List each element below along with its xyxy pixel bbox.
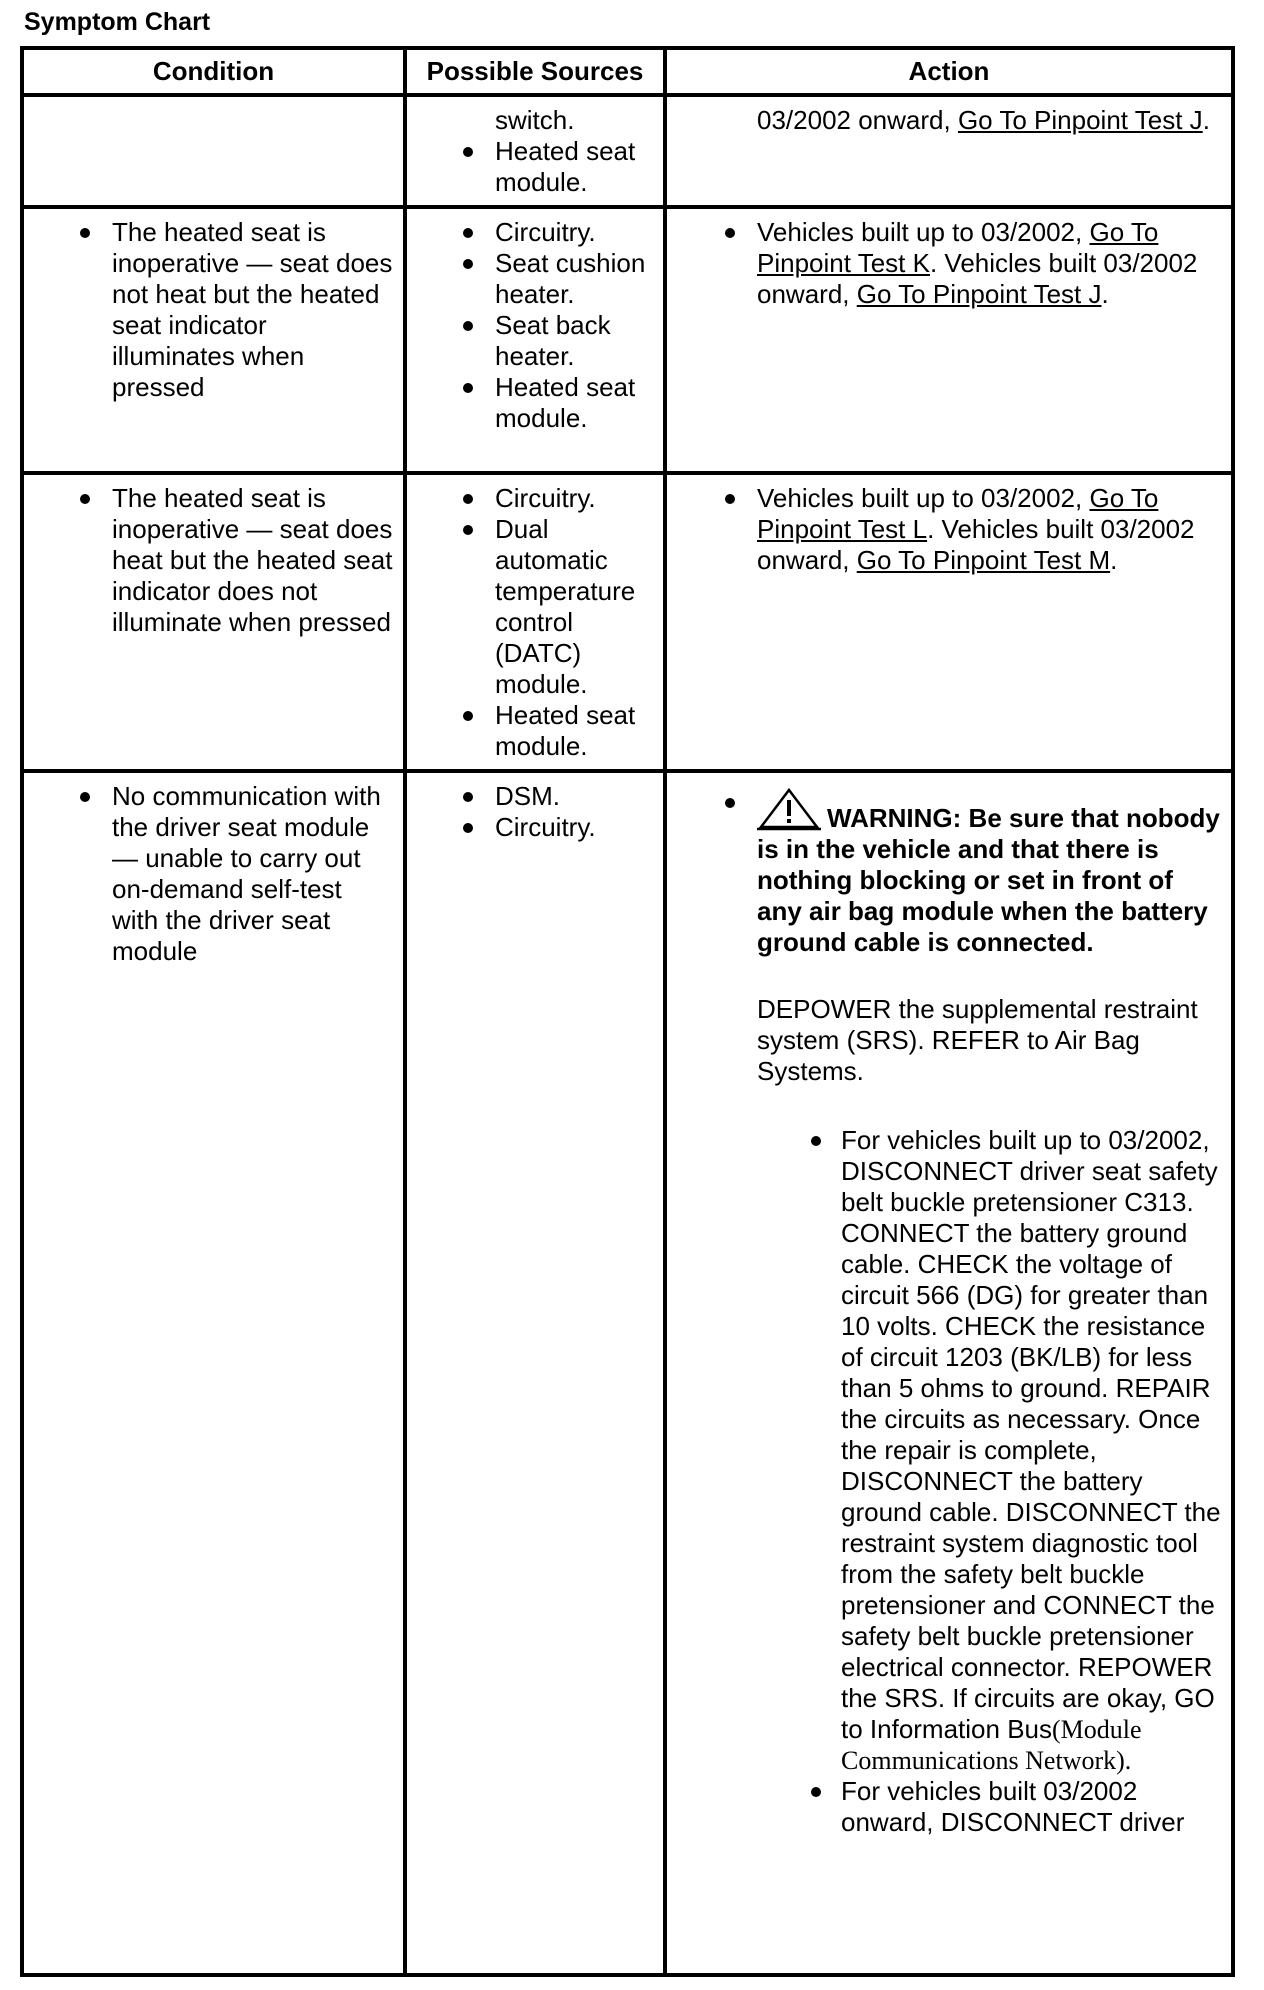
sub-step-item: For vehicles built 03/2002 onward, DISCONNECT driver (841, 1776, 1223, 1838)
table-row (22, 95, 1233, 207)
pinpoint-test-link[interactable]: Go To Pinpoint Test J (957, 105, 1203, 135)
table-row (22, 473, 1233, 771)
condition-cell (22, 95, 405, 207)
action-text: . (1202, 105, 1210, 135)
source-item: Heated seat module. (495, 372, 655, 434)
source-item: DSM. (495, 781, 655, 812)
source-item: Heated seat module. (495, 136, 655, 198)
action-item (757, 217, 1223, 310)
header-condition: Condition (22, 48, 405, 95)
pinpoint-test-link[interactable]: Go To Pinpoint Test J (856, 279, 1102, 309)
source-item: Seat back heater. (495, 310, 655, 372)
condition-cell (22, 473, 405, 771)
source-item: Dual automatic temperature control (DATC) module. (495, 514, 655, 700)
sources-cell (405, 95, 665, 207)
condition-cell (22, 207, 405, 473)
depower-text: DEPOWER the supplemental restraint system (SRS). REFER to Air Bag Systems. (757, 994, 1198, 1086)
action-item (757, 483, 1223, 576)
action-text: 03/2002 onward, (757, 105, 958, 135)
source-item: switch. (495, 105, 575, 135)
action-text: . Vehicles built 03/2002 onward, (757, 248, 1198, 309)
action-text: Vehicles built up to 03/2002, (757, 483, 1090, 513)
warning-icon (757, 787, 821, 831)
sources-cell (405, 771, 665, 1975)
header-row (22, 48, 1233, 95)
action-text: . (1110, 545, 1118, 575)
page-title: Symptom Chart (24, 8, 211, 36)
pinpoint-test-link[interactable]: Go To Pinpoint Test K (757, 217, 1159, 278)
source-item: Heated seat module. (495, 700, 655, 762)
action-cell (665, 473, 1233, 771)
sub-step-item (841, 1125, 1223, 1776)
source-item: Seat cushion heater. (495, 248, 655, 310)
action-cell (665, 207, 1233, 473)
action-text: . Vehicles built 03/2002 onward, (757, 514, 1195, 575)
condition-cell (22, 771, 405, 1975)
condition-item: The heated seat is inoperative — seat does heat but the heated seat indicator does not illuminate when pressed (112, 483, 395, 638)
pinpoint-test-link[interactable]: Go To Pinpoint Test M (856, 545, 1111, 575)
sources-cell (405, 207, 665, 473)
header-sources: Possible Sources (405, 48, 665, 95)
source-item: Circuitry. (495, 812, 655, 843)
sources-cell (405, 473, 665, 771)
table-row (22, 207, 1233, 473)
condition-item: No communication with the driver seat module — unable to carry out on-demand self-test with the driver seat module (112, 781, 395, 967)
source-item: Circuitry. (495, 483, 655, 514)
symptom-chart-table (20, 46, 1235, 1977)
action-cell (665, 95, 1233, 207)
warning-text: WARNING: Be sure that nobody is in the vehicle and that there is nothing blocking or set in front of any air bag module when the battery ground cable is connected. (757, 803, 1220, 957)
warning-block (757, 787, 1223, 958)
sub-step-text: For vehicles built up to 03/2002, DISCONNECT driver seat safety belt buckle pretensioner C313. CONNECT the battery ground cable. CHECK the voltage of circuit 566 (DG) for greater than 10 volts. CHECK the resistance of circuit 1203 (BK/LB) for less than 5 ohms to ground. REPAIR the circuits as necessary. Once the repair is complete, DISCONNECT the battery ground cable. DISCONNECT the restraint system diagnostic tool from the safety belt buckle pretensioner and CONNECT the safety belt buckle pretensioner electrical connector. REPOWER the SRS. If circuits are okay, GO to Information Bus (841, 1125, 1221, 1744)
table-row (22, 771, 1233, 1975)
condition-item: The heated seat is inoperative — seat does not heat but the heated seat indicator illuminates when pressed (112, 217, 395, 403)
action-item (757, 787, 1223, 1838)
action-text: . (1101, 279, 1109, 309)
source-item: Circuitry. (495, 217, 655, 248)
header-action: Action (665, 48, 1233, 95)
action-cell (665, 771, 1233, 1975)
sub-step-text: (Module Communications Network). (841, 1715, 1142, 1775)
action-text: Vehicles built up to 03/2002, (757, 217, 1090, 247)
pinpoint-test-link[interactable]: Go To Pinpoint Test L (757, 483, 1159, 544)
